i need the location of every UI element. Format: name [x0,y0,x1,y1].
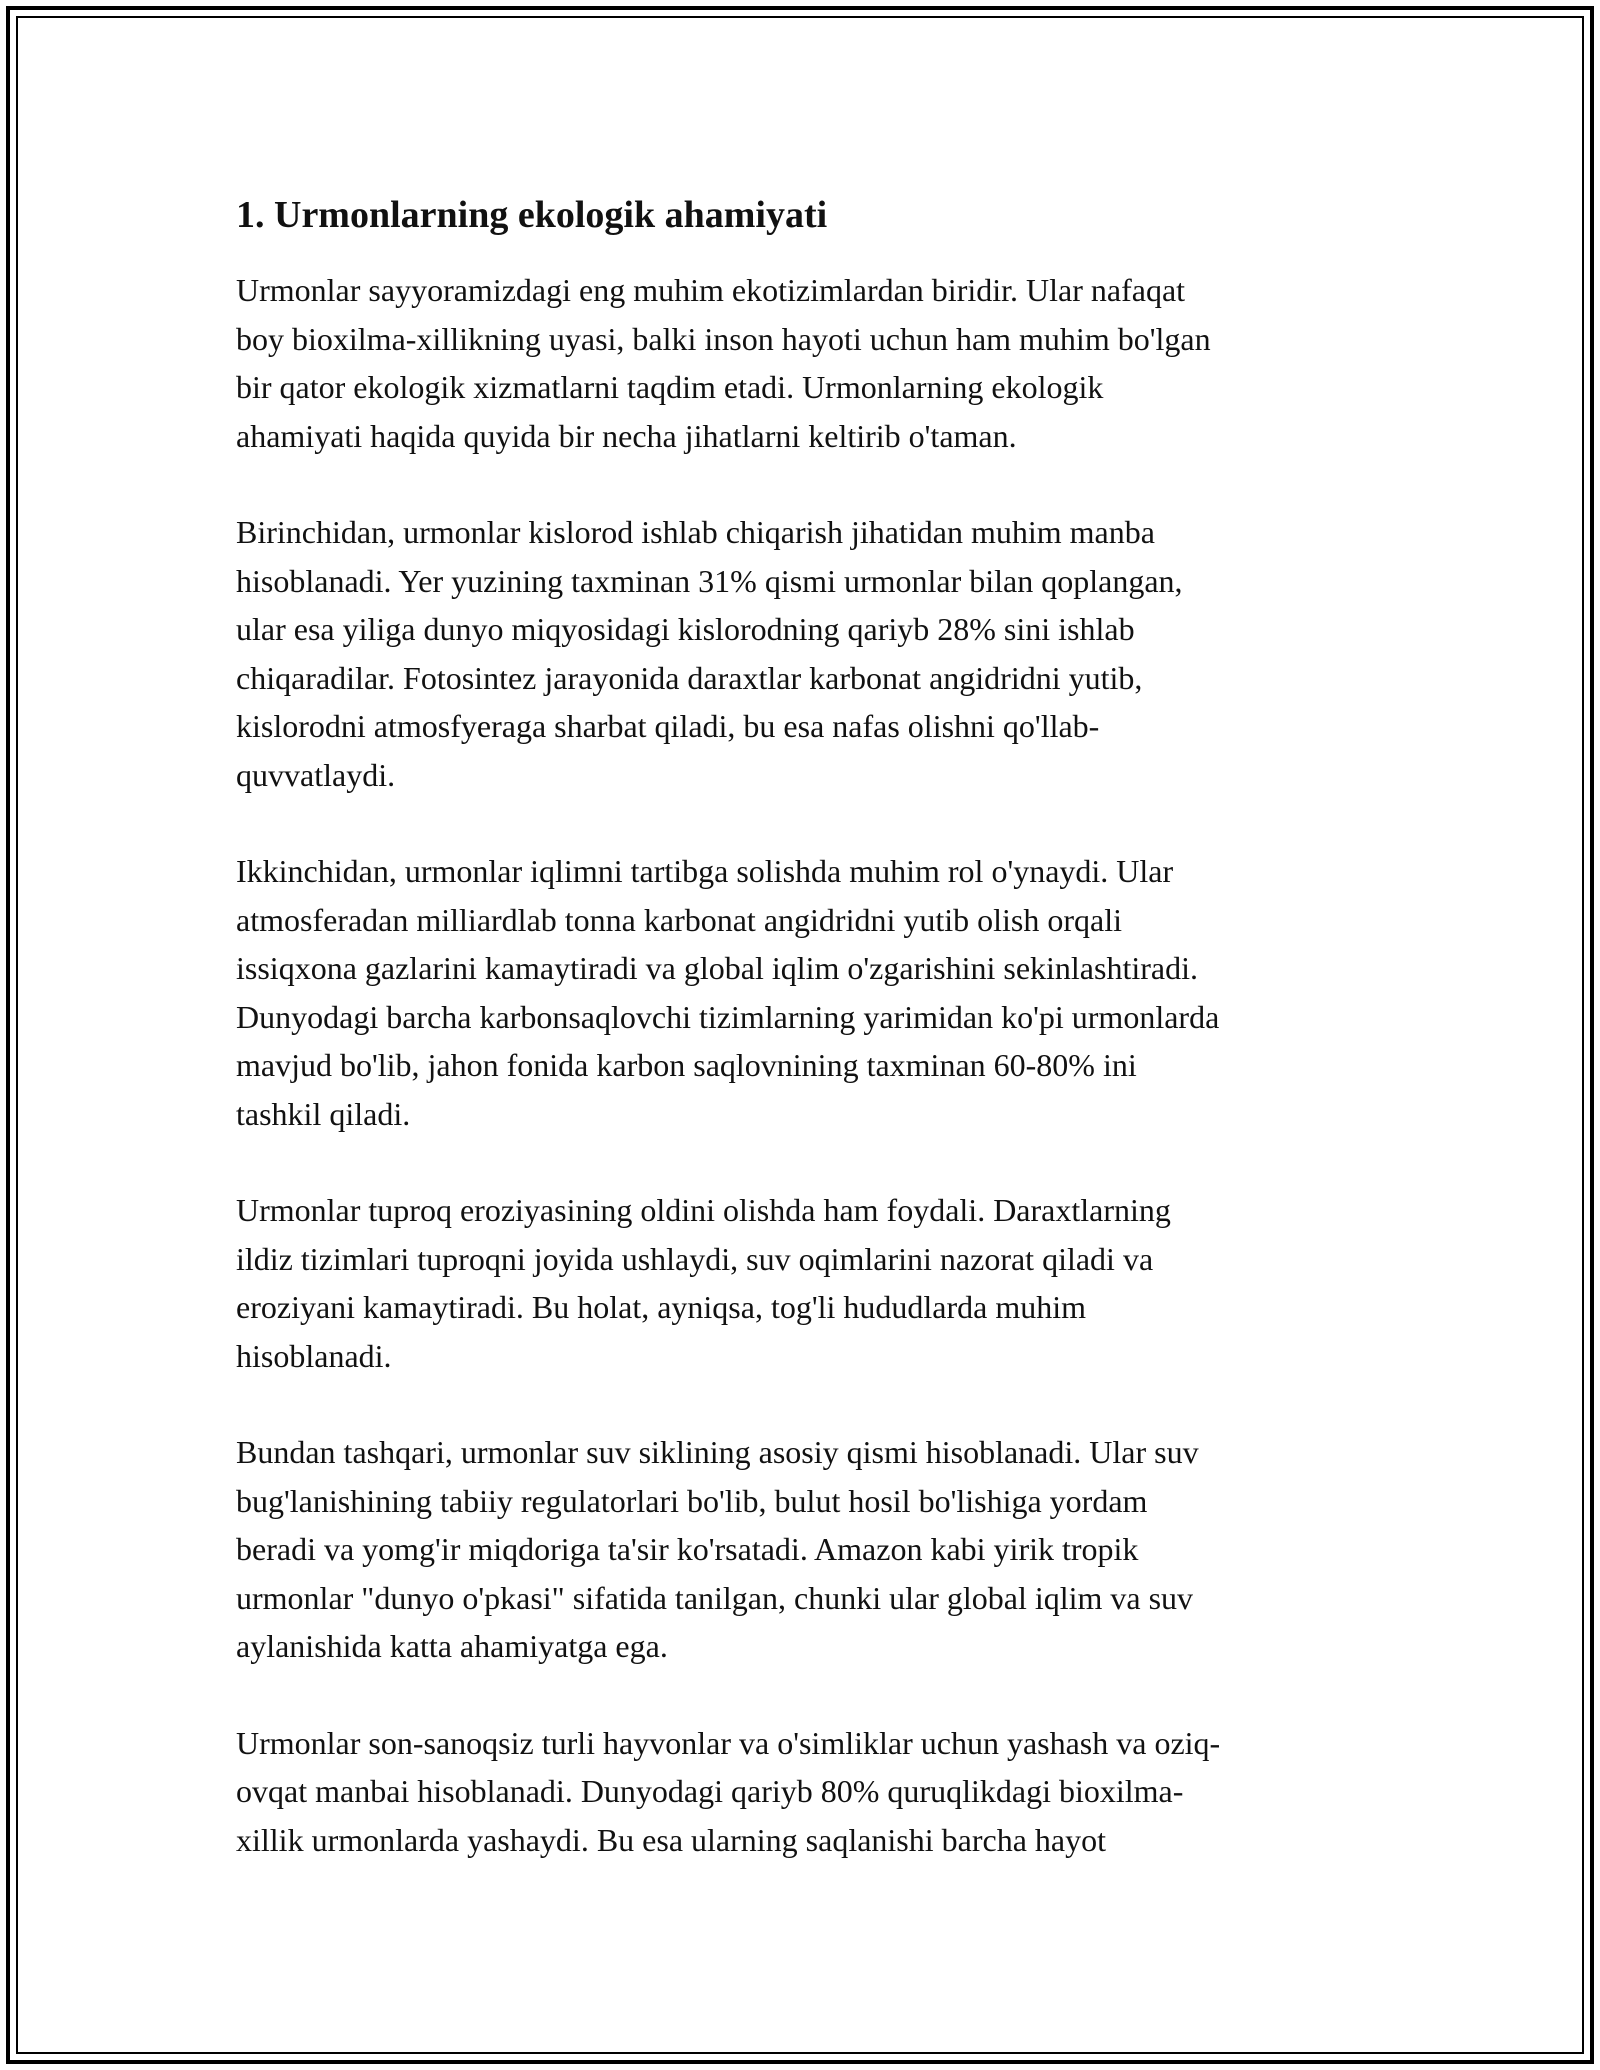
document-body [236,186,1376,1864]
paragraph-climate: Ikkinchidan, urmonlar iqlimni tartibga solishda muhim rol o'ynaydi. Ular atmosferadan milliardlab tonna karbonat angidridni yutib olish orqali issiqxona gazlarini kamaytiradi va global iqlim o'zgarishini sekinlashtiradi. Dunyodagi barcha karbonsaqlovchi tizimlarning yarimidan ko'pi urmonlarda mavjud bo'lib, jahon fonida karbon saqlovnining taxminan 60-80% ini tashkil qiladi. [236,853,1220,1132]
paragraph-water-cycle: Bundan tashqari, urmonlar suv siklining asosiy qismi hisoblanadi. Ular suv bug'lanishining tabiiy regulatorlari bo'lib, bulut hosil bo'lishiga yordam beradi va yomg'ir miqdoriga ta'sir ko'rsatadi. Amazon kabi yirik tropik urmonlar "dunyo o'pkasi" sifatida tanilgan, chunki ular global iqlim va suv aylanishida katta ahamiyatga ega. [236,1434,1199,1664]
paragraph-intro: Urmonlar sayyoramizdagi eng muhim ekotizimlardan biridir. Ular nafaqat boy bioxilma-xillikning uyasi, balki inson hayoti uchun ham muhim bo'lgan bir qator ekologik xizmatlarni taqdim etadi. Urmonlarning ekologik ahamiyati haqida quyida bir necha jihatlarni keltirib o'taman. [236,272,1211,454]
paragraph-oxygen: Birinchidan, urmonlar kislorod ishlab chiqarish jihatidan muhim manba hisoblanadi. Yer yuzining taxminan 31% qismi urmonlar bilan qoplangan, ular esa yiliga dunyo miqyosidagi kislorodning qariyb 28% sini ishlab chiqaradilar. Fotosintez jarayonida daraxtlar karbonat angidridni yutib, kislorodni atmosfyeraga sharbat qiladi, bu esa nafas olishni qo'llab- quvvatlaydi. [236,514,1183,793]
paragraph-soil-erosion: Urmonlar tuproq eroziyasining oldini olishda ham foydali. Daraxtlarning ildiz tizimlari tuproqni joyida ushlaydi, suv oqimlarini nazorat qiladi va eroziyani kamaytiradi. Bu holat, ayniqsa, tog'li hududlarda muhim hisoblanadi. [236,1192,1171,1374]
section-heading: 1. Urmonlarning ekologik ahamiyati [236,194,828,236]
paragraph-biodiversity: Urmonlar son-sanoqsiz turli hayvonlar va o'simliklar uchun yashash va oziq- ovqat manbai hisoblanadi. Dunyodagi qariyb 80% quruqlikdagi bioxilma- xillik urmonlarda yashaydi. Bu esa ularning saqlanishi barcha hayot [236,1724,1221,1858]
